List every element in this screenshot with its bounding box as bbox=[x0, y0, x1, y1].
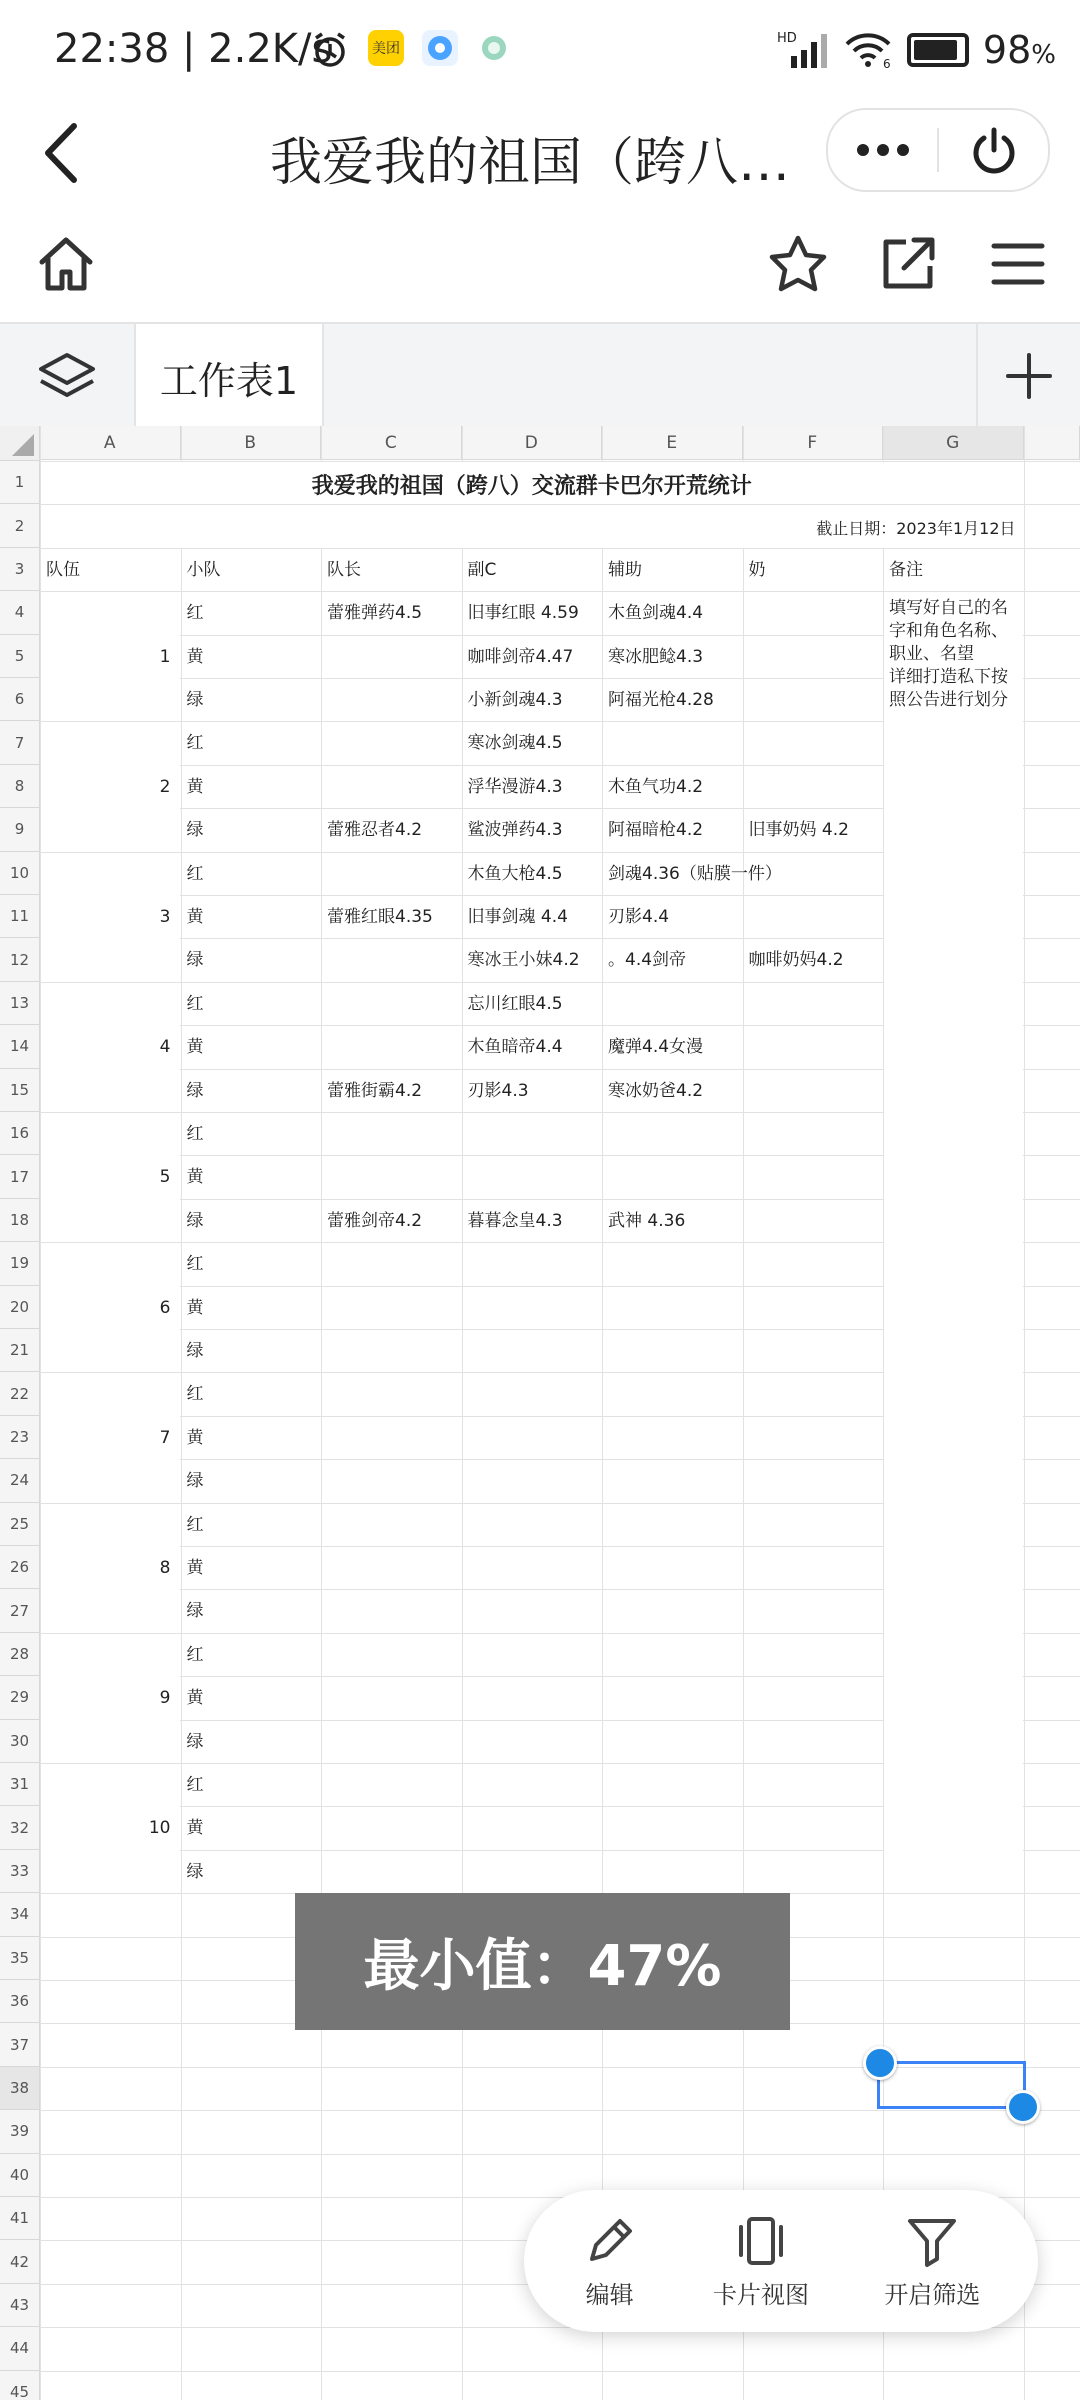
row-header[interactable]: 33 bbox=[0, 1850, 40, 1893]
meituan-badge-text: 美团 bbox=[372, 41, 400, 57]
battery-fill bbox=[914, 40, 957, 60]
team-number[interactable]: 6 bbox=[159, 1297, 171, 1318]
member-cell[interactable]: 蕾雅弹药4.5 bbox=[327, 603, 423, 624]
filter-label: 开启筛选 bbox=[884, 2280, 981, 2309]
wifi-icon bbox=[843, 30, 893, 70]
filter-icon bbox=[904, 2213, 960, 2269]
column-title[interactable]: 小队 bbox=[186, 559, 221, 580]
member-cell[interactable]: 武神 4.36 bbox=[608, 1210, 686, 1231]
squad-cell[interactable]: 红 bbox=[186, 1775, 204, 1795]
member-cell[interactable]: 蕾雅忍者4.2 bbox=[327, 820, 423, 841]
row-header[interactable]: 10 bbox=[0, 852, 40, 895]
squad-cell[interactable]: 绿 bbox=[186, 1731, 204, 1752]
battery-level: 98 bbox=[982, 28, 1032, 72]
grid-row-line bbox=[40, 2110, 1080, 2111]
row-header[interactable]: 25 bbox=[0, 1503, 40, 1546]
row-header[interactable]: 30 bbox=[0, 1720, 40, 1763]
cell-selection-box[interactable] bbox=[877, 2061, 1026, 2109]
column-title[interactable]: 辅助 bbox=[608, 559, 642, 580]
doc-toolbar bbox=[0, 210, 1080, 320]
member-cell[interactable]: 寒冰肥鲶4.3 bbox=[608, 646, 704, 667]
row-header[interactable]: 28 bbox=[0, 1633, 40, 1676]
row-header[interactable]: 2 bbox=[0, 504, 40, 547]
member-cell[interactable]: 寒冰剑魂4.5 bbox=[467, 733, 563, 754]
row-header[interactable]: 7 bbox=[0, 721, 40, 764]
network-type: HD bbox=[776, 31, 797, 46]
wifi-generation: 6 bbox=[882, 57, 891, 70]
row-header[interactable]: 12 bbox=[0, 938, 40, 981]
row-header[interactable]: 32 bbox=[0, 1806, 40, 1849]
squad-cell[interactable]: 绿 bbox=[186, 1861, 204, 1882]
row-header[interactable]: 26 bbox=[0, 1546, 40, 1589]
edit-label: 编辑 bbox=[585, 2280, 634, 2309]
column-title[interactable]: 奶 bbox=[748, 559, 766, 580]
row-header[interactable]: 41 bbox=[0, 2197, 40, 2240]
squad-cell[interactable]: 黄 bbox=[186, 776, 204, 797]
row-header[interactable]: 6 bbox=[0, 678, 40, 721]
team-number[interactable]: 10 bbox=[148, 1818, 171, 1839]
min-value-toast: 最小值：47% bbox=[295, 1893, 790, 2030]
team-number[interactable]: 8 bbox=[159, 1558, 171, 1578]
team-number[interactable]: 4 bbox=[159, 1037, 171, 1058]
row-header[interactable]: 34 bbox=[0, 1893, 40, 1936]
row-header[interactable]: 31 bbox=[0, 1763, 40, 1806]
team-number[interactable]: 2 bbox=[159, 776, 171, 797]
member-cell[interactable]: 寒冰王小妹4.2 bbox=[467, 950, 580, 971]
mini-program-capsule bbox=[826, 108, 1050, 192]
member-cell[interactable]: 木鱼暗帝4.4 bbox=[467, 1037, 563, 1058]
column-header[interactable]: E bbox=[602, 426, 743, 460]
row-header[interactable]: 24 bbox=[0, 1459, 40, 1502]
squad-cell[interactable]: 红 bbox=[186, 1254, 204, 1275]
member-cell[interactable]: 。4.4剑帝 bbox=[608, 950, 687, 971]
member-cell[interactable]: 魔弹4.4女漫 bbox=[608, 1037, 704, 1058]
row-header[interactable]: 22 bbox=[0, 1372, 40, 1415]
grid-row-line bbox=[40, 2154, 1080, 2155]
member-cell[interactable]: 鲨波弹药4.3 bbox=[467, 820, 563, 841]
squad-cell[interactable]: 红 bbox=[186, 733, 204, 754]
layers-icon bbox=[37, 349, 97, 403]
game-app-icon bbox=[476, 30, 512, 66]
column-header[interactable]: F bbox=[743, 426, 884, 460]
squad-cell[interactable]: 黄 bbox=[186, 646, 204, 667]
row-header[interactable]: 42 bbox=[0, 2240, 40, 2283]
row-header[interactable]: 8 bbox=[0, 765, 40, 808]
row-header[interactable]: 45 bbox=[0, 2371, 40, 2400]
row-header[interactable]: 36 bbox=[0, 1980, 40, 2023]
meituan-app-icon bbox=[368, 30, 404, 66]
share-icon[interactable] bbox=[876, 232, 940, 296]
team-number[interactable]: 7 bbox=[159, 1427, 171, 1448]
selection-handle-end[interactable] bbox=[1006, 2090, 1040, 2124]
column-title[interactable]: 备注 bbox=[889, 559, 923, 580]
row-header[interactable]: 1 bbox=[0, 461, 40, 504]
row-header[interactable]: 18 bbox=[0, 1199, 40, 1242]
member-cell[interactable]: 暮暮念皇4.3 bbox=[467, 1210, 563, 1231]
grid-row-line bbox=[40, 548, 1080, 549]
member-cell[interactable]: 咖啡剑帝4.47 bbox=[467, 646, 574, 667]
menu-icon[interactable] bbox=[986, 232, 1050, 296]
team-number[interactable]: 5 bbox=[159, 1167, 171, 1188]
note-line: 详细打造私下按照公告进行划分 bbox=[889, 667, 1008, 711]
note-cell[interactable] bbox=[883, 593, 1024, 716]
squad-cell[interactable]: 黄 bbox=[186, 1688, 204, 1709]
status-bar bbox=[0, 0, 1080, 100]
note-line: 填写好自己的名字和角色名称、职业、名望 bbox=[889, 598, 1008, 665]
column-header[interactable]: A bbox=[40, 426, 181, 460]
row-header[interactable]: 3 bbox=[0, 548, 40, 591]
member-cell[interactable]: 木鱼剑魂4.4 bbox=[608, 603, 704, 624]
member-cell[interactable]: 刃影4.4 bbox=[608, 907, 670, 927]
member-cell[interactable]: 刃影4.3 bbox=[467, 1080, 529, 1101]
row-header[interactable]: 5 bbox=[0, 635, 40, 678]
row-header[interactable]: 4 bbox=[0, 591, 40, 634]
member-cell[interactable]: 蕾雅街霸4.2 bbox=[327, 1080, 423, 1101]
squad-cell[interactable]: 红 bbox=[186, 993, 204, 1014]
squad-cell[interactable]: 绿 bbox=[186, 1341, 204, 1361]
power-icon bbox=[968, 124, 1020, 176]
squad-cell[interactable]: 红 bbox=[186, 1384, 204, 1405]
squad-cell[interactable]: 绿 bbox=[186, 1601, 204, 1622]
close-program-button[interactable] bbox=[939, 110, 1048, 190]
grid-row-line bbox=[40, 2371, 1080, 2372]
battery-unit: % bbox=[1031, 40, 1056, 70]
tab-sheet1[interactable]: 工作表1 bbox=[134, 324, 324, 430]
squad-cell[interactable]: 红 bbox=[186, 603, 204, 624]
status-app-icons bbox=[310, 30, 512, 70]
row-header[interactable]: 29 bbox=[0, 1676, 40, 1719]
row-header[interactable]: 37 bbox=[0, 2023, 40, 2066]
row-header[interactable]: 13 bbox=[0, 982, 40, 1025]
column-title[interactable]: 队伍 bbox=[46, 559, 80, 580]
status-time: 22:38 | 2.2K/s bbox=[54, 26, 333, 72]
merged-note-bg bbox=[884, 592, 1023, 1892]
row-header[interactable]: 11 bbox=[0, 895, 40, 938]
sheet-list-button[interactable] bbox=[0, 324, 134, 428]
row-header[interactable]: 21 bbox=[0, 1329, 40, 1372]
squad-cell[interactable]: 黄 bbox=[186, 1558, 204, 1578]
notification-app-icon bbox=[422, 30, 458, 66]
alarm-icon bbox=[310, 30, 350, 70]
card-view-button[interactable] bbox=[713, 2213, 809, 2310]
squad-cell[interactable]: 黄 bbox=[186, 907, 204, 927]
more-icon bbox=[855, 142, 911, 158]
more-button[interactable] bbox=[828, 110, 937, 190]
select-all-corner[interactable] bbox=[0, 426, 40, 461]
member-cell[interactable]: 阿福光枪4.28 bbox=[608, 690, 714, 710]
column-header[interactable]: B bbox=[181, 426, 322, 460]
plus-icon bbox=[1004, 351, 1054, 401]
squad-cell[interactable]: 绿 bbox=[186, 1471, 204, 1492]
member-cell[interactable]: 浮华漫游4.3 bbox=[467, 776, 563, 797]
squad-cell[interactable]: 红 bbox=[186, 1514, 204, 1535]
sheet-tabs-bar bbox=[0, 322, 1080, 430]
row-header[interactable]: 38 bbox=[0, 2067, 40, 2110]
signal-icon bbox=[777, 30, 829, 70]
page-title: 我爱我的祖国（跨八… bbox=[269, 133, 790, 193]
nav-bar bbox=[0, 100, 1080, 210]
column-header[interactable]: D bbox=[462, 426, 603, 460]
column-title[interactable]: 副C bbox=[467, 559, 497, 580]
add-sheet-button[interactable] bbox=[976, 324, 1080, 428]
member-cell[interactable]: 旧事剑魂 4.4 bbox=[467, 907, 568, 927]
member-cell[interactable]: 阿福暗枪4.2 bbox=[608, 820, 704, 841]
member-cell[interactable]: 木鱼气功4.2 bbox=[608, 776, 704, 797]
battery-icon bbox=[907, 33, 969, 67]
team-number[interactable]: 9 bbox=[159, 1688, 171, 1709]
column-title[interactable]: 队长 bbox=[327, 559, 361, 580]
column-header-overflow bbox=[1024, 426, 1080, 460]
team-number[interactable]: 1 bbox=[159, 646, 171, 667]
squad-cell[interactable]: 黄 bbox=[186, 1037, 204, 1058]
back-icon[interactable] bbox=[38, 118, 88, 188]
edit-button[interactable] bbox=[582, 2213, 638, 2310]
member-cell[interactable]: 寒冰奶爸4.2 bbox=[608, 1080, 704, 1101]
row-header[interactable]: 27 bbox=[0, 1589, 40, 1632]
cutoff-date[interactable]: 截止日期：2023年1月12日 bbox=[816, 519, 1016, 539]
member-cell[interactable]: 剑魂4.36（贴膜一件） bbox=[608, 863, 782, 884]
grid-row-line bbox=[40, 504, 1024, 505]
pencil-icon bbox=[582, 2213, 638, 2269]
status-right bbox=[777, 28, 1056, 72]
squad-cell[interactable]: 黄 bbox=[186, 1818, 204, 1839]
member-cell[interactable]: 木鱼大枪4.5 bbox=[467, 863, 563, 884]
row-header[interactable]: 16 bbox=[0, 1112, 40, 1155]
row-header[interactable]: 35 bbox=[0, 1937, 40, 1980]
card-view-label: 卡片视图 bbox=[712, 2280, 809, 2309]
row-header[interactable]: 44 bbox=[0, 2327, 40, 2370]
member-cell[interactable]: 旧事奶妈 4.2 bbox=[748, 820, 849, 841]
sheet-title[interactable]: 我爱我的祖国（跨八）交流群卡巴尔开荒统计 bbox=[311, 474, 752, 499]
squad-cell[interactable]: 黄 bbox=[186, 1167, 204, 1188]
squad-cell[interactable]: 黄 bbox=[186, 1297, 204, 1318]
squad-cell[interactable]: 红 bbox=[186, 1644, 204, 1665]
selection-handle-start[interactable] bbox=[863, 2046, 897, 2080]
member-cell[interactable]: 蕾雅剑帝4.2 bbox=[327, 1210, 423, 1231]
row-header[interactable]: 23 bbox=[0, 1416, 40, 1459]
filter-button[interactable] bbox=[884, 2213, 980, 2310]
squad-cell[interactable]: 绿 bbox=[186, 950, 204, 971]
member-cell[interactable]: 蕾雅红眼4.35 bbox=[327, 907, 433, 927]
row-header[interactable]: 19 bbox=[0, 1242, 40, 1285]
squad-cell[interactable]: 绿 bbox=[186, 820, 204, 841]
row-header[interactable]: 14 bbox=[0, 1025, 40, 1068]
squad-cell[interactable]: 红 bbox=[186, 863, 204, 884]
member-cell[interactable]: 忘川红眼4.5 bbox=[467, 993, 563, 1014]
squad-cell[interactable]: 绿 bbox=[186, 1080, 204, 1101]
member-cell[interactable]: 旧事红眼 4.59 bbox=[467, 603, 579, 624]
column-header[interactable]: C bbox=[321, 426, 462, 460]
row-header[interactable]: 40 bbox=[0, 2154, 40, 2197]
row-header[interactable]: 15 bbox=[0, 1069, 40, 1112]
action-bar bbox=[524, 2190, 1038, 2332]
home-icon[interactable] bbox=[34, 232, 98, 296]
row-header[interactable]: 20 bbox=[0, 1286, 40, 1329]
member-cell[interactable]: 咖啡奶妈4.2 bbox=[748, 950, 844, 971]
row-header[interactable]: 17 bbox=[0, 1155, 40, 1198]
column-header[interactable]: G bbox=[883, 426, 1024, 460]
squad-cell[interactable]: 绿 bbox=[186, 690, 204, 710]
team-number[interactable]: 3 bbox=[159, 907, 171, 927]
row-header[interactable]: 39 bbox=[0, 2110, 40, 2153]
squad-cell[interactable]: 绿 bbox=[186, 1210, 204, 1231]
star-icon[interactable] bbox=[766, 232, 830, 296]
card-view-icon bbox=[733, 2213, 789, 2269]
squad-cell[interactable]: 黄 bbox=[186, 1427, 204, 1448]
row-header[interactable]: 43 bbox=[0, 2284, 40, 2327]
row-header[interactable]: 9 bbox=[0, 808, 40, 851]
squad-cell[interactable]: 红 bbox=[186, 1124, 204, 1144]
member-cell[interactable]: 小新剑魂4.3 bbox=[467, 690, 563, 710]
